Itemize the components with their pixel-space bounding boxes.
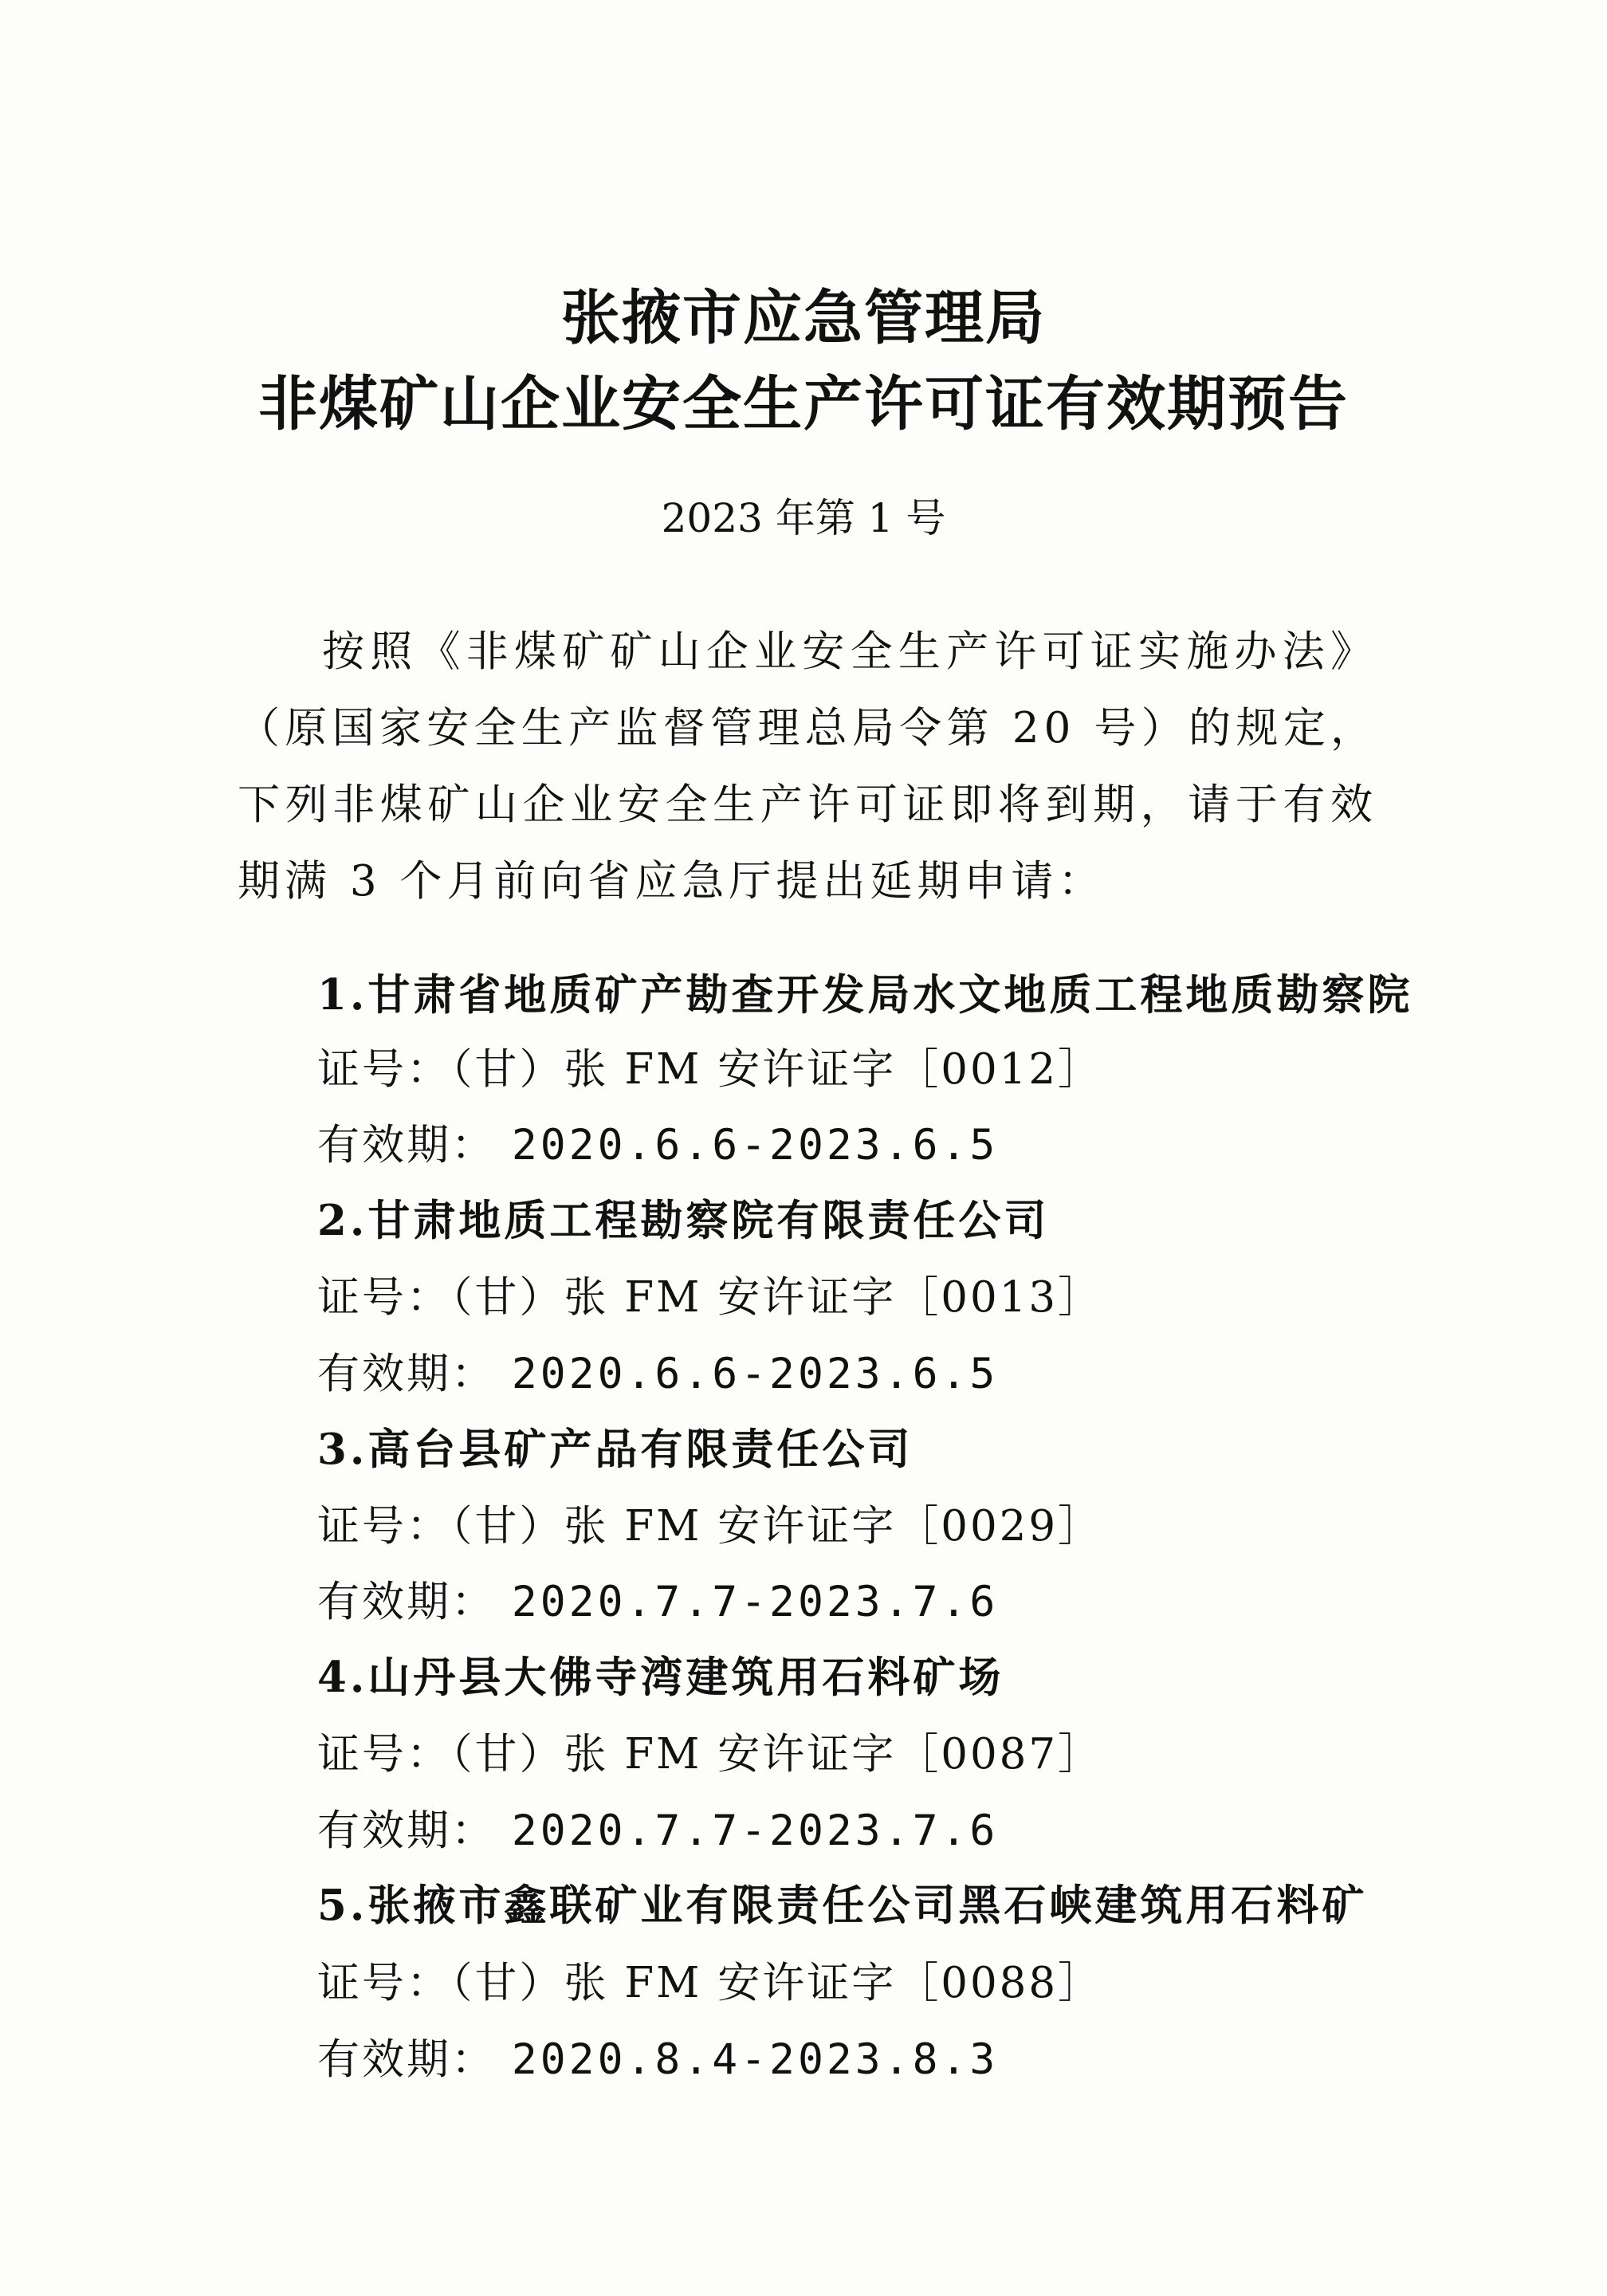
entry-5-validity [317,2035,1433,2084]
entry-4-validity-label: 有效期： [317,1807,496,1855]
entry-2-name: 2.甘肃地质工程勘察院有限责任公司 [317,1196,1050,1245]
entry-2-cert-number: 证号：（甘）张 FM 安许证字［0013］ [317,1273,1103,1322]
document-title-line-1: 张掖市应急管理局 [561,284,1046,352]
entry-1-validity-dates: 2020.6.6-2023.6.5 [511,1121,999,1170]
intro-paragraph: 按照《非煤矿矿山企业安全生产许可证实施办法》（原国家安全生产监督管理总局令第 20 号）的规定，下列非煤矿山企业安全生产许可证即将到期，请于有效期满 3 个月前向省应急厅提出延期申请： [238,627,1377,906]
entry-3-cert-number: 证号：（甘）张 FM 安许证字［0029］ [317,1502,1103,1551]
entry-4-validity-dates: 2020.7.7-2023.7.6 [511,1807,999,1855]
entry-1-validity-label: 有效期： [317,1121,496,1170]
entry-4-cert-number: 证号：（甘）张 FM 安许证字［0087］ [317,1730,1103,1779]
entry-5-validity-label: 有效期： [317,2035,496,2084]
entry-1-name: 1.甘肃省地质矿产勘查开发局水文地质工程地质勘察院 [317,970,1413,1020]
document-title-line-2: 非煤矿山企业安全生产许可证有效期预告 [258,370,1349,438]
entry-1-cert-number: 证号：（甘）张 FM 安许证字［0012］ [317,1045,1103,1094]
entry-3-validity-dates: 2020.7.7-2023.7.6 [511,1578,999,1626]
entry-4-name: 4.山丹县大佛寺湾建筑用石料矿场 [317,1653,1004,1702]
entry-5-validity-dates: 2020.8.4-2023.8.3 [511,2035,999,2084]
document-number: 2023 年第 1 号 [661,495,946,541]
entry-2-validity [317,1350,1433,1398]
entry-3-name: 3.高台县矿产品有限责任公司 [317,1425,914,1474]
entry-4-validity [317,1807,1433,1855]
entry-1-validity [317,1121,1433,1170]
entry-2-validity-dates: 2020.6.6-2023.6.5 [511,1350,999,1398]
entry-5-name: 5.张掖市鑫联矿业有限责任公司黑石峡建筑用石料矿 [317,1881,1368,1930]
entry-2-validity-label: 有效期： [317,1350,496,1398]
entry-3-validity-label: 有效期： [317,1578,496,1626]
entry-3-validity [317,1578,1433,1626]
entry-5-cert-number: 证号：（甘）张 FM 安许证字［0088］ [317,1959,1103,2007]
